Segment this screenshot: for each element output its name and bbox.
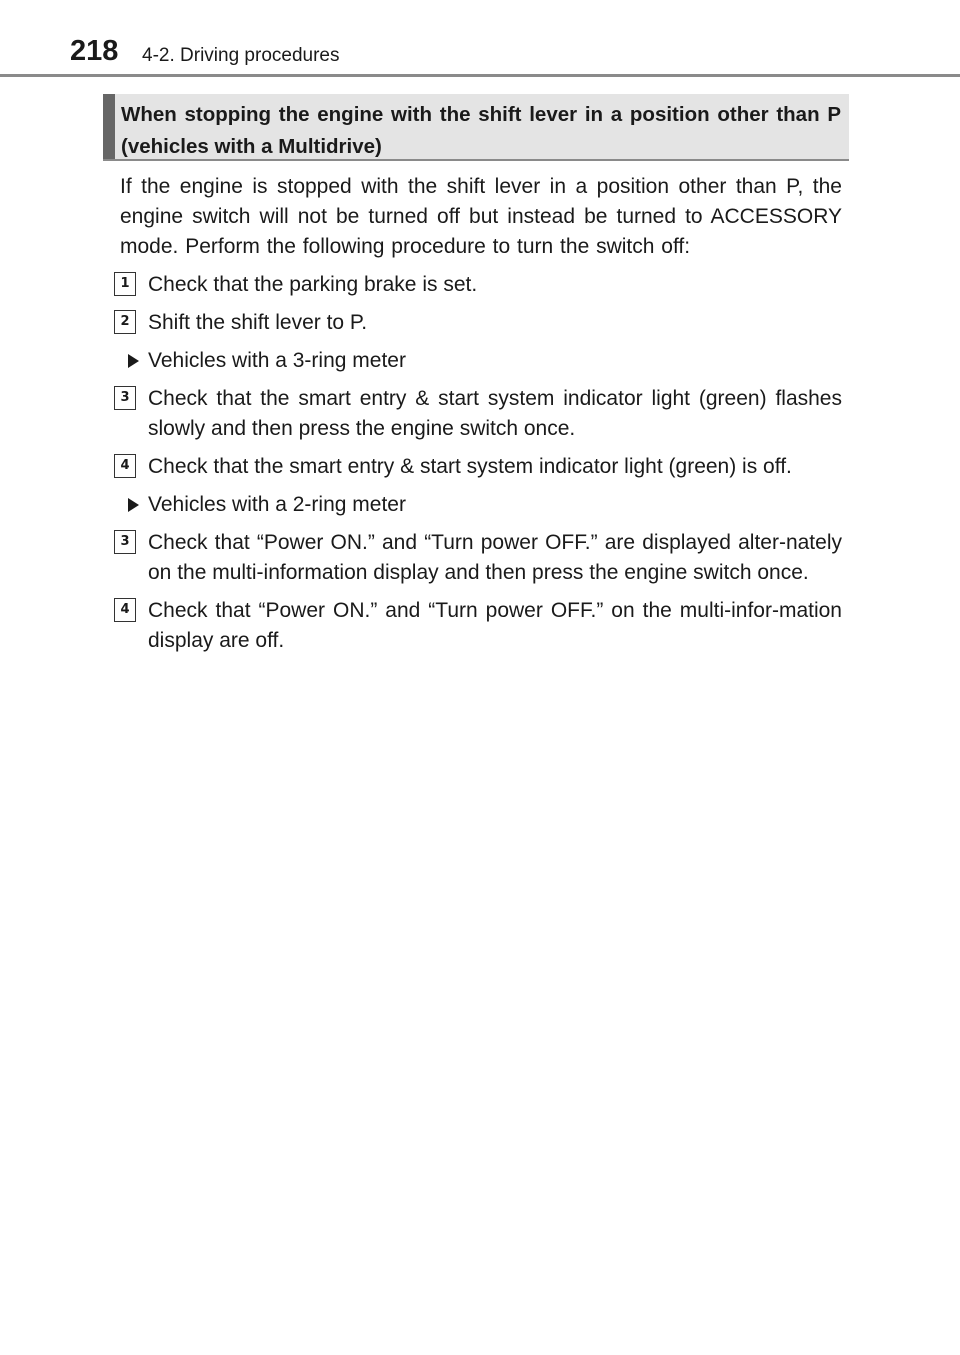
page-number: 218 [70,35,119,67]
variant-label: Vehicles with a 2-ring meter [148,493,406,516]
procedure-step [120,384,842,444]
section-body [120,172,842,656]
variant-heading [120,490,842,520]
procedure-step [120,308,842,338]
procedure-step [120,528,842,588]
step-number-badge: 1 [114,272,136,296]
section-title: When stopping the engine with the shift lever in a position other than P (vehicles with a Multidrive) [121,103,841,158]
triangle-bullet-icon [128,354,139,368]
procedure-step [120,270,842,300]
step-number-badge: 2 [114,310,136,334]
section-heading-box [103,94,849,161]
procedure-step [120,596,842,656]
chapter-title: 4-2. Driving procedures [142,45,340,66]
step-number-badge: 4 [114,454,136,478]
header-rule [0,74,960,77]
step-number-badge: 3 [114,530,136,554]
intro-paragraph: If the engine is stopped with the shift lever in a position other than P, the engine switch will not be turned off but instead be turned to ACCESSORY mode. Perform the following procedure to turn the switch off: [120,175,842,258]
step-text: Check that the smart entry & start system indicator light (green) flashes slowly and then press the engine switch once. [148,387,842,440]
step-text: Check that “Power ON.” and “Turn power OFF.” on the multi-infor-mation display are off. [148,599,842,652]
variant-heading [120,346,842,376]
step-text: Check that “Power ON.” and “Turn power OFF.” are displayed alter-nately on the multi-information display and then press the engine switch once. [148,531,842,584]
variant-label: Vehicles with a 3-ring meter [148,349,406,372]
step-text: Check that the smart entry & start system indicator light (green) is off. [148,455,792,478]
triangle-bullet-icon [128,498,139,512]
step-number-badge: 4 [114,598,136,622]
step-text: Shift the shift lever to P. [148,311,368,334]
section-accent-bar [103,94,115,159]
step-number-badge: 3 [114,386,136,410]
procedure-step [120,452,842,482]
step-text: Check that the parking brake is set. [148,273,478,296]
